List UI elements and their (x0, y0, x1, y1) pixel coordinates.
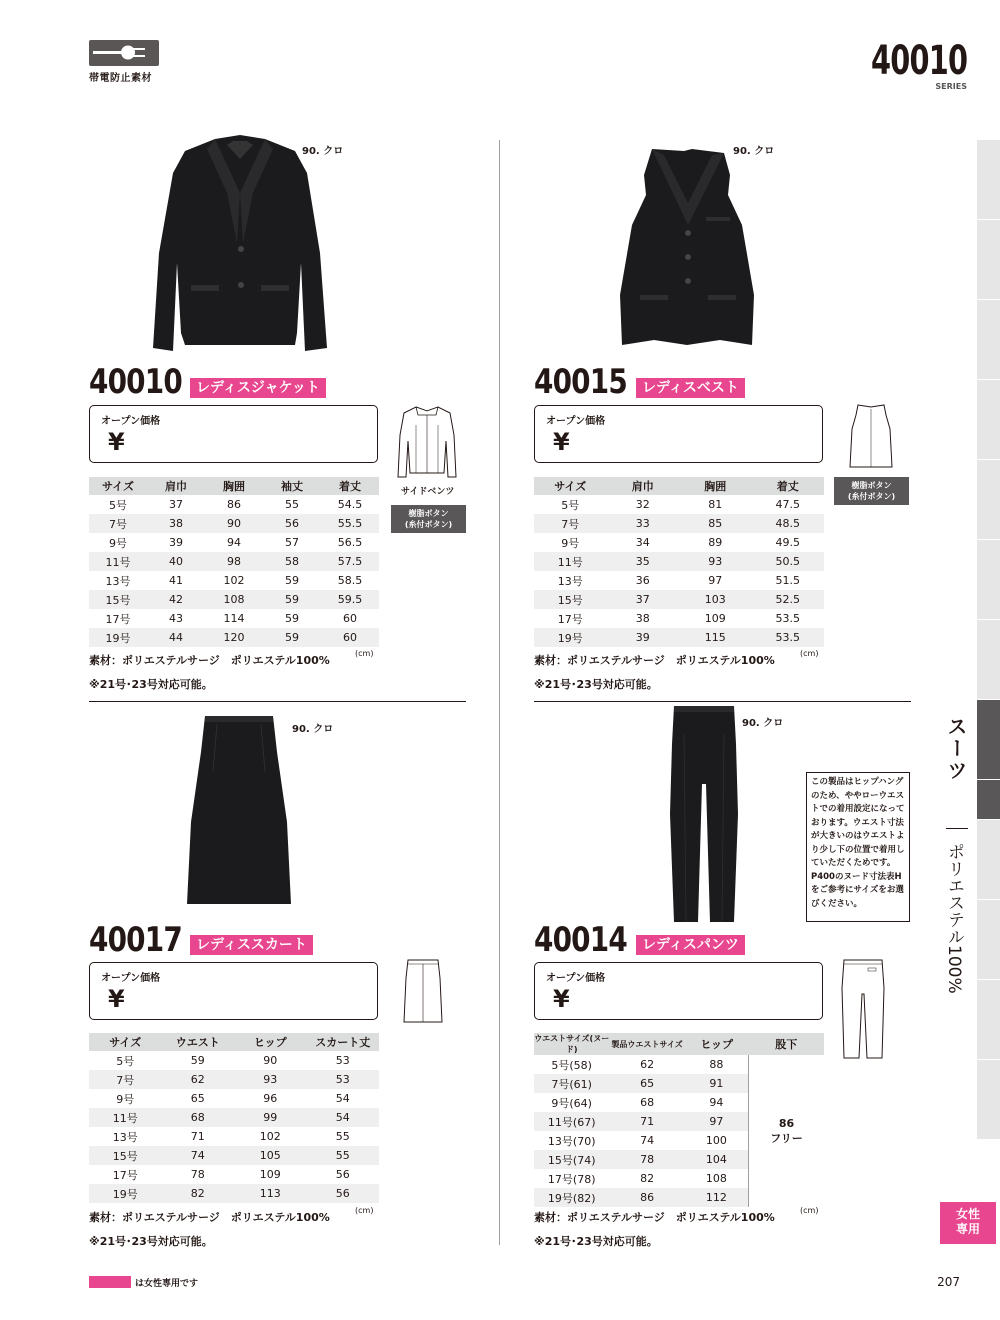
table-row: 11号 40 98 58 57.5 (89, 552, 379, 571)
col-header: 袖丈 (263, 477, 321, 495)
table-row: 11号 68 99 54 (89, 1108, 379, 1127)
jacket-product-name: レディスジャケット (190, 378, 326, 398)
pants-material: 素材：ポリエステルサージ ポリエステル100% (534, 1211, 775, 1224)
vest-unit: (cm) (800, 649, 819, 658)
table-row: 15号 37 103 52.5 (534, 590, 824, 609)
table-row: 17号(78) 82 108 (547, 1172, 727, 1186)
page-number: 207 (937, 1275, 960, 1289)
pants-unit: (cm) (800, 1206, 819, 1215)
pants-photo (664, 704, 744, 928)
table-row: 9号 34 89 49.5 (561, 536, 800, 550)
col-header: スカート丈 (307, 1033, 380, 1051)
tab-cell[interactable] (977, 1060, 1000, 1140)
table-row: 7号 33 85 48.5 (534, 514, 824, 533)
female-only-legend-swatch (89, 1276, 131, 1288)
table-row: 7号 62 93 53 (89, 1070, 379, 1089)
col-header: ウエスト (162, 1033, 235, 1051)
table-row: 11号(67) 71 97 (534, 1112, 824, 1131)
tab-cell[interactable] (977, 460, 1000, 540)
tab-cell[interactable] (977, 140, 1000, 220)
jacket-price-box (89, 405, 378, 463)
pants-size-table (534, 1033, 824, 1207)
table-row: 5号 59 90 53 (116, 1054, 350, 1068)
tab-cell[interactable] (977, 980, 1000, 1060)
col-header: 胸囲 (679, 477, 752, 495)
tab-cell-active[interactable] (977, 700, 1000, 780)
jacket-side-vent-caption: サイドベンツ (401, 487, 455, 497)
price-yen: ¥ (108, 428, 125, 456)
vest-note: ※21号･23号対応可能。 (534, 678, 658, 691)
table-row: 13号 36 97 51.5 (557, 574, 800, 588)
table-row: 15号 42 108 59 59.5 (89, 590, 379, 609)
price-yen: ¥ (553, 428, 570, 456)
pants-color: 90. クロ (742, 718, 784, 729)
female-only-badge: 女性 専用 (940, 1202, 996, 1244)
table-row: 19号 44 120 59 60 (89, 628, 379, 647)
jacket-material: 素材：ポリエステルサージ ポリエステル100% (89, 654, 330, 667)
col-header: サイズ (89, 477, 147, 495)
table-row: 9号 39 94 57 56.5 (109, 536, 363, 550)
antistatic-badge-icon (89, 40, 159, 66)
pants-note: ※21号･23号対応可能。 (534, 1235, 658, 1248)
jacket-product-number: 40010 (89, 362, 182, 402)
jacket-color: 90. クロ (302, 146, 344, 157)
col-header: ヒップ (234, 1033, 307, 1051)
pants-product-number: 40014 (534, 920, 627, 960)
table-row: 7号(61) 65 91 (534, 1074, 824, 1093)
table-row: 17号 43 114 59 60 (105, 612, 357, 626)
pants-fit-notice: この製品はヒップハングのため、ややローウエストでの着用設定になっております。ウエスト寸法が大きいのはウエストより少し下の位置で着用していただくためです。P400のヌード寸法表Hをご参考にサイズをお選びください。 (806, 772, 910, 922)
pants-inseam-cell: 86 フリー (749, 1055, 824, 1207)
table-row: 5号(58) 62 88 86 フリー (534, 1055, 824, 1074)
jacket-photo (145, 133, 335, 367)
table-row: 11号 35 93 50.5 (534, 552, 824, 571)
col-header: 肩巾 (147, 477, 205, 495)
col-header: 着丈 (321, 477, 379, 495)
vest-button-tag: 樹脂ボタン (糸付ボタン) (834, 477, 909, 505)
price-label: オープン価格 (101, 416, 161, 427)
col-header: サイズ (89, 1033, 162, 1051)
tab-cell-active[interactable] (977, 780, 1000, 820)
female-only-legend-text: は女性専用です (135, 1279, 199, 1289)
vest-color: 90. クロ (733, 146, 775, 157)
tab-cell[interactable] (977, 820, 1000, 900)
table-row: 19号 82 113 56 (89, 1184, 379, 1203)
category-tab-strip (977, 140, 1000, 1200)
skirt-note: ※21号･23号対応可能。 (89, 1235, 213, 1248)
vest-product-number: 40015 (534, 362, 627, 402)
vest-back-illustration (848, 403, 894, 473)
jacket-button-tag: 樹脂ボタン (糸付ボタン) (391, 505, 466, 533)
table-row: 17号 78 109 56 (112, 1168, 350, 1182)
table-row: 19号 39 115 53.5 (534, 628, 824, 647)
col-header: 肩巾 (607, 477, 680, 495)
price-yen: ¥ (108, 985, 125, 1013)
table-row: 9号 65 96 54 (116, 1092, 350, 1106)
jacket-size-table (89, 477, 379, 647)
col-header: 着丈 (752, 477, 825, 495)
jacket-unit: (cm) (355, 649, 374, 658)
tab-material-label: ポリエステル100% (944, 843, 964, 994)
table-row: 15号 74 105 55 (89, 1146, 379, 1165)
table-row: 17号 38 109 53.5 (557, 612, 800, 626)
skirt-material: 素材：ポリエステルサージ ポリエステル100% (89, 1211, 330, 1224)
col-header: ヒップ (685, 1033, 749, 1055)
price-label: オープン価格 (101, 973, 161, 984)
antistatic-label: 帯電防止素材 (89, 73, 152, 84)
vest-price-box (534, 405, 823, 463)
tab-divider (946, 828, 968, 829)
price-yen: ¥ (553, 985, 570, 1013)
vest-product-name: レディスベスト (636, 378, 745, 398)
jacket-note: ※21号･23号対応可能。 (89, 678, 213, 691)
price-label: オープン価格 (546, 416, 606, 427)
series-label: SERIES (935, 82, 967, 91)
skirt-product-name: レディススカート (190, 935, 313, 955)
table-row: 13号(70) 74 100 (547, 1134, 727, 1148)
table-row: 15号(74) 78 104 (534, 1150, 824, 1169)
section-divider (89, 701, 466, 702)
table-row: 5号 37 86 55 54.5 (109, 498, 363, 512)
series-number: 40010 (870, 38, 967, 84)
pants-back-illustration (840, 958, 886, 1064)
jacket-back-illustration (396, 405, 458, 483)
col-header: サイズ (534, 477, 607, 495)
tab-suits-label: スーツ (944, 716, 968, 782)
tab-cell[interactable] (977, 620, 1000, 700)
col-header: ウエストサイズ(ヌード) (534, 1034, 610, 1054)
skirt-size-table (89, 1033, 379, 1203)
column-divider (499, 140, 500, 1245)
table-row: 7号 38 90 56 55.5 (89, 514, 379, 533)
table-row: 19号(82) 86 112 (534, 1188, 824, 1207)
table-row: 9号(64) 68 94 (551, 1096, 724, 1110)
vest-material: 素材：ポリエステルサージ ポリエステル100% (534, 654, 775, 667)
col-header: 製品ウエストサイズ (609, 1033, 684, 1055)
skirt-color: 90. クロ (292, 724, 334, 735)
skirt-back-illustration (402, 958, 444, 1028)
col-header: 胸囲 (205, 477, 263, 495)
skirt-price-box (89, 962, 378, 1020)
tab-cell[interactable] (977, 300, 1000, 380)
pants-product-name: レディスパンツ (636, 935, 745, 955)
section-divider (534, 701, 911, 702)
skirt-product-number: 40017 (89, 920, 182, 960)
col-header: 股下 (749, 1033, 824, 1055)
tab-cell[interactable] (977, 900, 1000, 980)
tab-cell[interactable] (977, 540, 1000, 620)
table-row: 5号 32 81 47.5 (561, 498, 800, 512)
tab-cell[interactable] (977, 220, 1000, 300)
table-row: 13号 71 102 55 (112, 1130, 350, 1144)
price-label: オープン価格 (546, 973, 606, 984)
vest-size-table (534, 477, 824, 647)
pants-price-box (534, 962, 823, 1020)
skirt-photo (183, 712, 295, 914)
tab-cell[interactable] (977, 380, 1000, 460)
table-row: 13号 41 102 59 58.5 (105, 574, 363, 588)
vest-photo (612, 145, 762, 354)
skirt-unit: (cm) (355, 1206, 374, 1215)
